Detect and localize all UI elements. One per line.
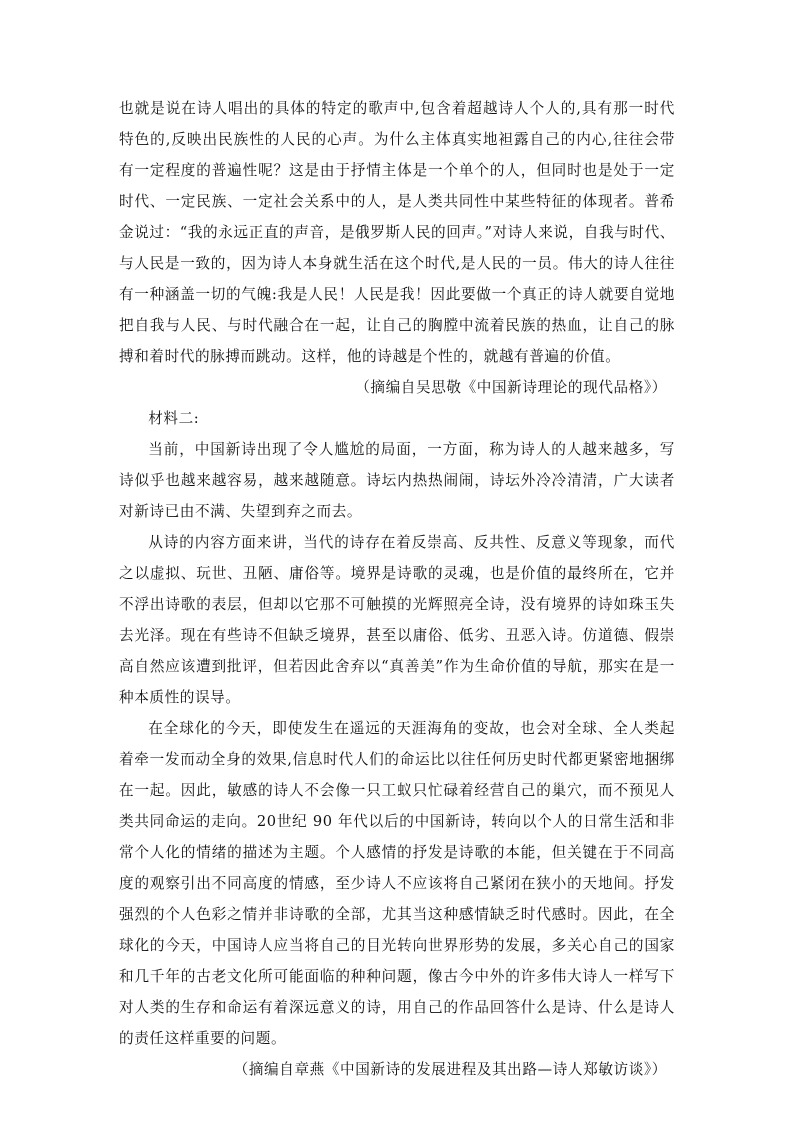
material2-label: 材料二:: [148, 410, 200, 427]
material2-paragraph-1: 当前，中国新诗出现了令人尴尬的局面，一方面，称为诗人的人越来越多，写诗似乎也越来越容易，越来越随意。诗坛内热热闹闹，诗坛外冷冷清清，广大读者对新诗已由不满、失望到弃之而去。: [119, 441, 675, 520]
material2-paragraph-2: 从诗的内容方面来讲，当代的诗存在着反崇高、反共性、反意义等现象，而代之以虚拟、玩世、丑陋、庸俗等。境界是诗歌的灵魂，也是价值的最终所在，它并不浮出诗歌的表层，但却以它那不可触摸的光辉照亮全诗，没有境界的诗如珠玉失去光泽。现在有些诗不但缺乏境界，甚至以庸俗、低劣、丑恶入诗。仿道德、假崇高自然应该遭到批评，但若因此舍弃以“真善美”作为生命价值的导航，那实在是一种本质性的误导。: [119, 534, 675, 706]
material1-source: （摘编自吴思敬《中国新诗理论的现代品格》）: [355, 379, 667, 396]
material2-source: （摘编自章燕《中国新诗的发展进程及其出路—诗人郑敏访谈》）: [233, 1061, 667, 1078]
material1-paragraph: 也就是说在诗人唱出的具体的特定的歌声中,包含着超越诗人个人的,具有那一时代特色的,反映出民族性的人民的心声。为什么主体真实地袒露自己的内心,往往会带有一定程度的普遍性呢？这是由于抒情主体是一个单个的人，但同时也是处于一定时代、一定民族、一定社会关系中的人，是人类共同性中某些特征的体现者。普希金说过：“我的永远正直的声音，是俄罗斯人民的回声。”对诗人来说，自我与时代、与人民是一致的，因为诗人本身就生活在这个时代,是人民的一员。伟大的诗人往往有一种涵盖一切的气魄:我是人民！人民是我！因此要做一个真正的诗人就要自觉地把自我与人民、与时代融合在一起，让自己的胸膛中流着民族的热血，让自己的脉搏和着时代的脉搏而跳动。这样，他的诗越是个性的，就越有普遍的价值。: [119, 100, 675, 365]
material2-paragraph-3: 在全球化的今天，即使发生在遥远的天涯海角的变故，也会对全球、全人类起着牵一发而动全身的效果,信息时代人们的命运比以往任何历史时代都更紧密地捆绑在一起。因此，敏感的诗人不会像一只工蚁只忙碌着经营自己的巢穴，而不预见人类共同命运的走向。20世纪 90 年代以后的中国新诗，转向以个人的日常生活和非常个人化的情绪的描述为主题。个人感情的抒发是诗歌的本能，但关键在于不同高度的观察引出不同高度的情感，至少诗人不应该将自己紧闭在狭小的天地间。抒发强烈的个人色彩之情并非诗歌的全部，尤其当这种感情缺乏时代感时。因此，在全球化的今天，中国诗人应当将自己的目光转向世界形势的发展，多关心自己的国家和几千年的古老文化所可能面临的种种问题，像古今中外的许多伟大诗人一样写下对人类的生存和命运有着深远意义的诗，用自己的作品回答什么是诗、什么是诗人的责任这样重要的问题。: [119, 720, 675, 1047]
document-page: [119, 93, 675, 1085]
